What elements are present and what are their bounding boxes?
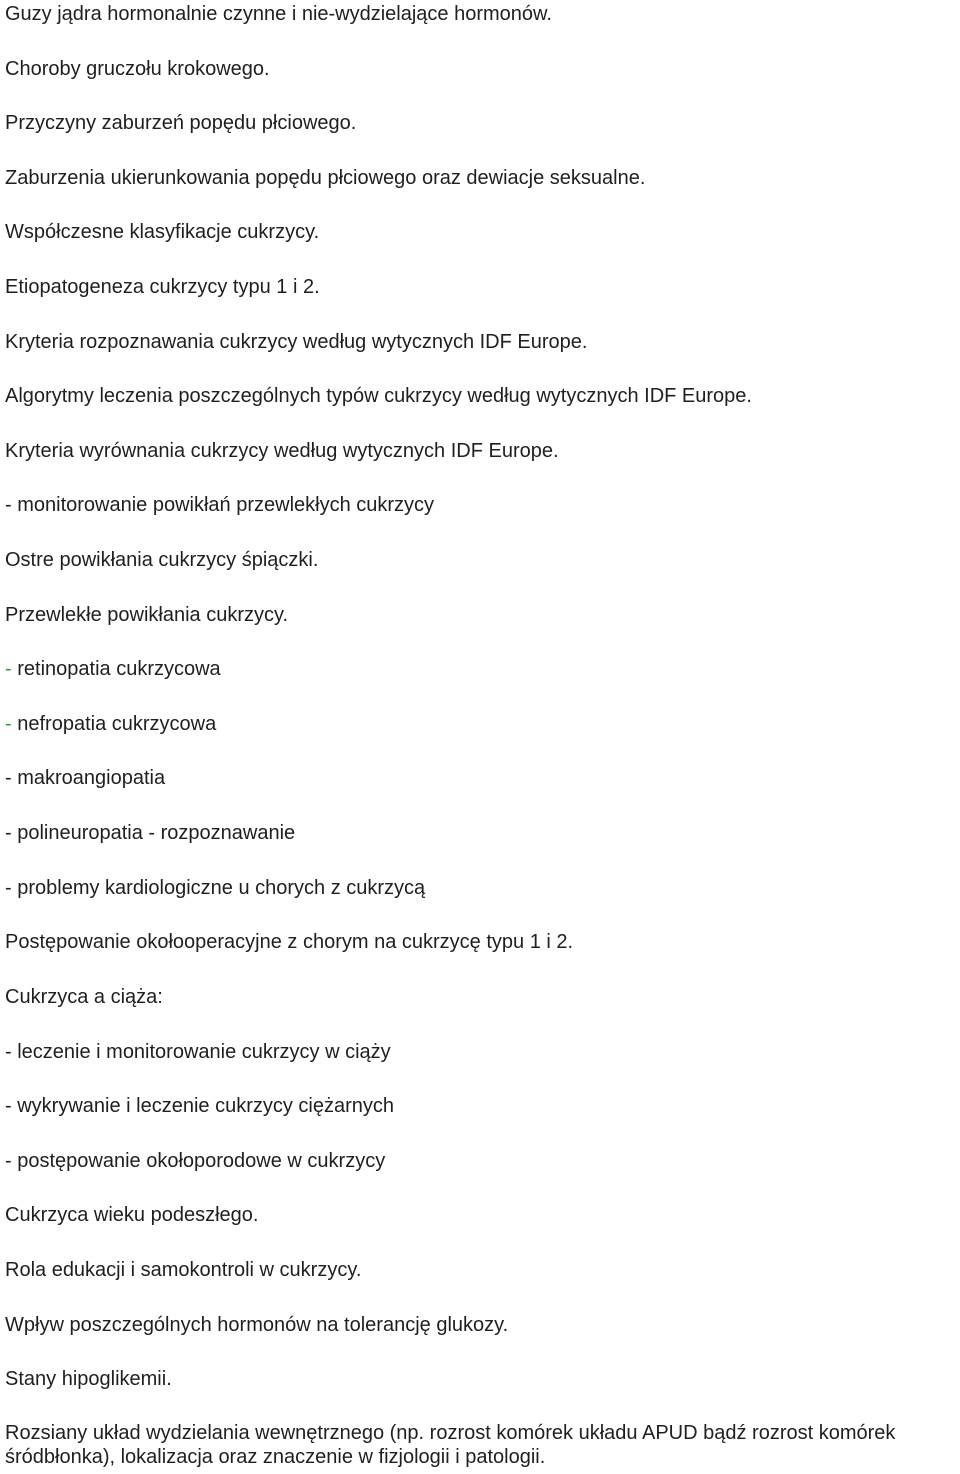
text-line: Współczesne klasyfikacje cukrzycy. [5, 221, 320, 243]
list-item-label: nefropatia cukrzycowa [17, 713, 217, 735]
text-line: Postępowanie okołooperacyjne z chorym na cukrzycę typu 1 i 2. [5, 931, 574, 953]
list-item [5, 712, 216, 736]
text-line: Zaburzenia ukierunkowania popędu płciowego oraz dewiacje seksualne. [5, 167, 646, 189]
list-item [5, 657, 221, 681]
text-line: Ostre powikłania cukrzycy śpiączki. [5, 549, 319, 571]
bullet-dash: - [5, 713, 12, 735]
text-line: - problemy kardiologiczne u chorych z cukrzycą [5, 877, 426, 899]
list-item-label: retinopatia cukrzycowa [17, 658, 221, 680]
text-line: Choroby gruczołu krokowego. [5, 58, 270, 80]
text-line: Kryteria wyrównania cukrzycy według wytycznych IDF Europe. [5, 440, 559, 462]
text-line: Stany hipoglikemii. [5, 1368, 172, 1390]
text-line: - polineuropatia - rozpoznawanie [5, 822, 296, 844]
text-line: Algorytmy leczenia poszczególnych typów cukrzycy według wytycznych IDF Europe. [5, 385, 752, 407]
text-line: Cukrzyca wieku podeszłego. [5, 1204, 259, 1226]
text-line: Kryteria rozpoznawania cukrzycy według wytycznych IDF Europe. [5, 331, 588, 353]
text-line: Rola edukacji i samokontroli w cukrzycy. [5, 1259, 362, 1281]
text-line: - makroangiopatia [5, 767, 166, 789]
text-line: Wpływ poszczególnych hormonów na tolerancję glukozy. [5, 1314, 509, 1336]
text-line: - postępowanie okołoporodowe w cukrzycy [5, 1150, 386, 1172]
bullet-dash: - [5, 658, 12, 680]
final-paragraph-line-2: śródbłonka), lokalizacja oraz znaczenie w fizjologii i patologii. [5, 1446, 546, 1468]
final-paragraph [5, 1421, 960, 1469]
text-line: - monitorowanie powikłań przewlekłych cukrzycy [5, 494, 435, 516]
text-line: - wykrywanie i leczenie cukrzycy ciężarnych [5, 1095, 395, 1117]
final-paragraph-line-1: Rozsiany układ wydzielania wewnętrznego (np. rozrost komórek układu APUD bądź rozrost komórek [5, 1422, 896, 1444]
text-line: Guzy jądra hormonalnie czynne i nie-wydzielające hormonów. [5, 3, 552, 25]
text-line: Etiopatogeneza cukrzycy typu 1 i 2. [5, 276, 320, 298]
text-line: Przewlekłe powikłania cukrzycy. [5, 604, 289, 626]
text-line: - leczenie i monitorowanie cukrzycy w ciąży [5, 1041, 391, 1063]
text-line: Przyczyny zaburzeń popędu płciowego. [5, 112, 357, 134]
text-line: Cukrzyca a ciąża: [5, 986, 163, 1008]
